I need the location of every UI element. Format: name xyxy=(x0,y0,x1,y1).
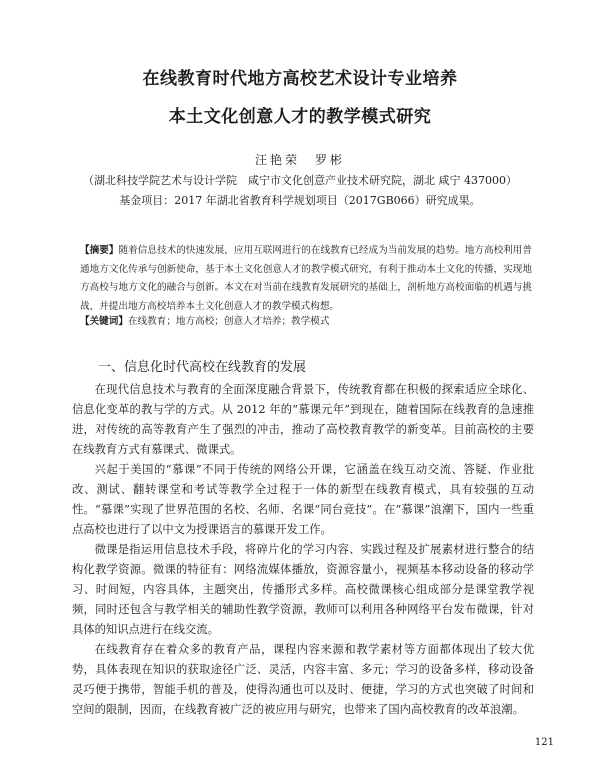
keywords-label: 【关键词】 xyxy=(80,316,128,327)
keywords-text: 在线教育；地方高校；创意人才培养；教学模式 xyxy=(127,316,330,327)
authors: 汪艳荣 罗彬 xyxy=(254,153,345,167)
keywords xyxy=(80,314,532,330)
paper-title-line-2: 本土文化创意人才的教学模式研究 xyxy=(168,107,432,127)
funding-note: 基金项目：2017 年湖北省教育科学规划项目（2017GB066）研究成果。 xyxy=(119,194,481,207)
page-number: 121 xyxy=(534,737,554,748)
body-text xyxy=(72,380,534,720)
affiliation: （湖北科技学院艺术与设计学院 咸宁市文化创意产业技术研究院，湖北 咸宁 437000） xyxy=(83,174,517,187)
paragraph: 在现代信息技术与教育的全面深度融合背景下，传统教育都在积极的探索适应全球化、信息化变革的教与学的方式。从 2012 年的“慕课元年”到现在，随着国际在线教育的急速推进，对传统的高等教育产生了强烈的冲击，推动了高校教育教学的新变革。目前高校的主要在线教育方式有慕课式、微课式。 xyxy=(72,383,534,456)
section-1-heading: 一、信息化时代高校在线教育的发展 xyxy=(98,360,307,375)
paragraph: 微课是指运用信息技术手段，将碎片化的学习内容、实践过程及扩展素材进行整合的结构化教学资源。微课的特征有：网络流媒体播放，资源容量小，视频基本移动设备的移动学习、时间短，内容具体，主题突出，传播形式多样。高校微课核心组成部分是课堂教学视频，同时还包含与教学相关的辅助性教学资源，教师可以利用各种网络平台发布微课，针对具体的知识点进行在线交流。 xyxy=(72,543,534,636)
paragraph: 兴起于美国的“慕课”不同于传统的网络公开课，它涵盖在线互动交流、答疑、作业批改、测试、翻转课堂和考试等教学全过程于一体的新型在线教育模式，具有较强的互动性。“慕课”实现了世界范围的名校、名师、名课“同台竞技”。在“慕课”浪潮下，国内一些重点高校也进行了以中文为授课语言的慕课开发工作。 xyxy=(72,463,534,536)
abstract-text: 随着信息技术的快速发展，应用互联网进行的在线教育已经成为当前发展的趋势。地方高校利用普通地方文化传承与创新使命，基于本土文化创意人才的教学模式研究，有利于推动本土文化的传播，实现地方高校与地方文化的融合与创新。本文在对当前在线教育发展研究的基础上，剖析地方高校面临的机遇与挑战，并提出地方高校培养本土文化创意人才的教学模式构想。 xyxy=(80,245,533,312)
paragraph: 在线教育存在着众多的教育产品，课程内容来源和教学素材等方面都体现出了较大优势，具体表现在知识的获取途径广泛、灵活，内容丰富、多元；学习的设备多样，移动设备灵巧便于携带，智能手机的普及，使得沟通也可以及时、便捷，学习的方式也突破了时间和空间的限制，因而，在线教育被广泛的被应用与研究，也带来了国内高校教育的改革浪潮。 xyxy=(72,643,534,716)
abstract-label: 【摘要】 xyxy=(80,245,119,256)
abstract xyxy=(80,242,532,316)
paper-title-line-1: 在线教育时代地方高校艺术设计专业培养 xyxy=(142,69,458,89)
